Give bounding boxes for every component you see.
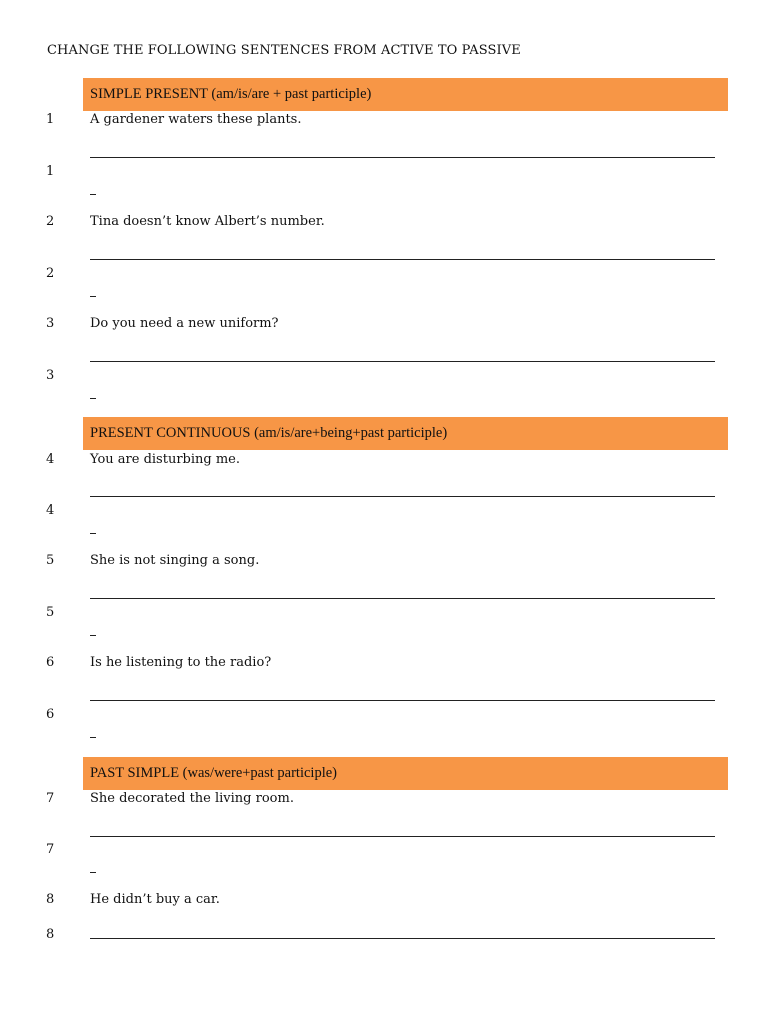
question-text: Is he listening to the radio? [90,655,272,670]
page-title: CHANGE THE FOLLOWING SENTENCES FROM ACTIVE TO PASSIVE [47,43,521,58]
section-banner-simple-present [83,78,728,111]
answer-line[interactable] [90,938,715,939]
answer-line[interactable] [90,836,715,837]
answer-number: 1 [46,164,55,179]
answer-number: 7 [46,842,55,857]
answer-line[interactable] [90,496,715,497]
question-text: A gardener waters these plants. [90,112,302,127]
question-text: Do you need a new uniform? [90,316,279,331]
answer-line[interactable] [90,598,715,599]
answer-number: 4 [46,503,55,518]
answer-line-continuation [90,635,96,636]
question-number: 5 [46,553,55,568]
answer-number: 2 [46,266,55,281]
section-banner-present-continuous [83,417,728,450]
answer-line-continuation [90,398,96,399]
question-number: 1 [46,112,55,127]
answer-line[interactable] [90,700,715,701]
answer-line[interactable] [90,157,715,158]
question-text: Tina doesn’t know Albert’s number. [90,214,325,229]
question-text: She is not singing a song. [90,553,260,568]
answer-line-continuation [90,194,96,195]
answer-line-continuation [90,737,96,738]
question-text: You are disturbing me. [90,452,240,467]
answer-line[interactable] [90,259,715,260]
answer-number: 8 [46,927,55,942]
answer-line-continuation [90,872,96,873]
answer-number: 6 [46,707,55,722]
section-title: PRESENT CONTINUOUS (am/is/are+being+past participle) [90,425,448,441]
section-title: PAST SIMPLE (was/were+past participle) [90,765,337,781]
section-banner-past-simple [83,757,728,790]
question-number: 6 [46,655,55,670]
answer-line-continuation [90,296,96,297]
question-text: He didn’t buy a car. [90,892,220,907]
answer-line-continuation [90,533,96,534]
answer-number: 3 [46,368,55,383]
question-number: 7 [46,791,55,806]
question-text: She decorated the living room. [90,791,294,806]
answer-number: 5 [46,605,55,620]
question-number: 4 [46,452,55,467]
answer-line[interactable] [90,361,715,362]
question-number: 3 [46,316,55,331]
question-number: 2 [46,214,55,229]
question-number: 8 [46,892,55,907]
section-title: SIMPLE PRESENT (am/is/are + past participle) [90,86,372,102]
